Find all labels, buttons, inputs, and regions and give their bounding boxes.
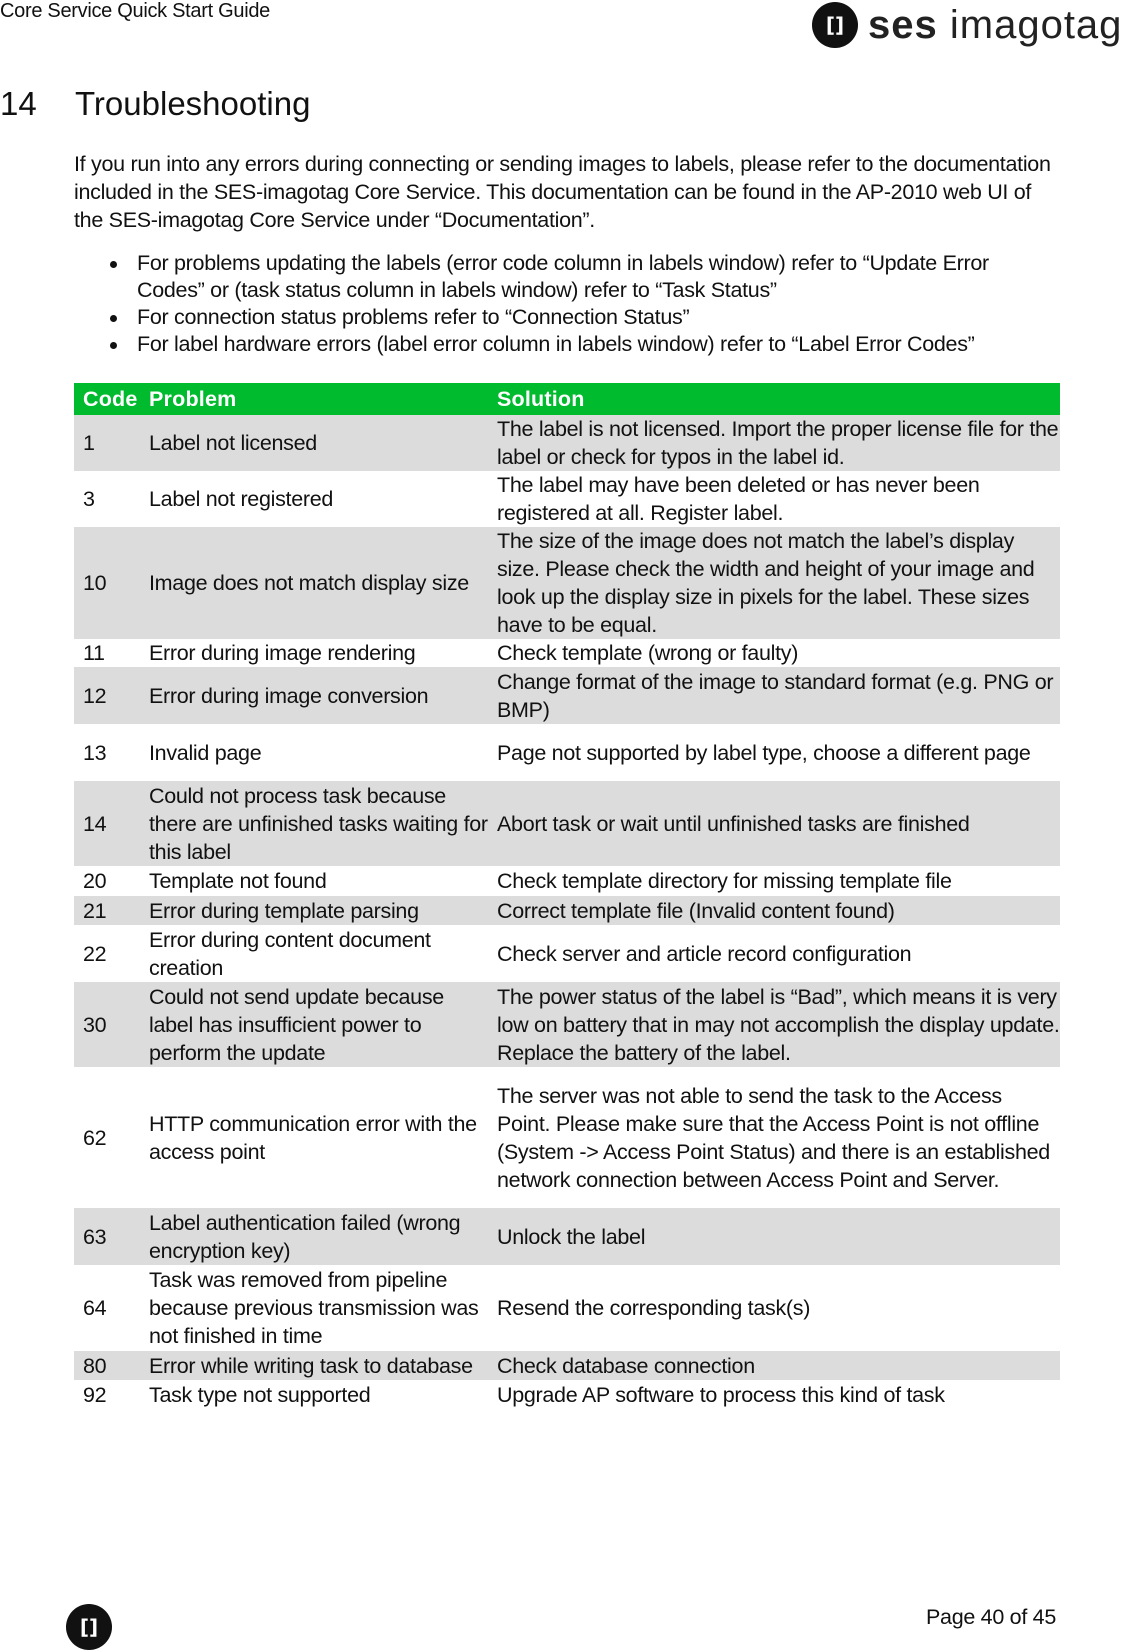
cell-code: 14	[74, 781, 140, 866]
cell-solution: Page not supported by label type, choose a different page	[497, 740, 1031, 765]
cell-problem: Error during image conversion	[140, 667, 493, 724]
cell-code: 63	[74, 1208, 140, 1265]
cell-code: 20	[83, 869, 107, 893]
cell-solution: Check server and article record configuration	[497, 941, 912, 966]
bullet-dot-icon	[110, 261, 117, 268]
cell-problem: Error while writing task to database	[140, 1351, 493, 1380]
bullet-list	[110, 250, 1060, 358]
cell-problem: Error during image rendering	[149, 641, 416, 665]
table-row	[74, 1265, 1060, 1351]
table-row	[74, 1380, 1060, 1409]
cell-code: 80	[74, 1351, 140, 1380]
column-header-code: Code	[74, 383, 140, 415]
cell-code: 22	[83, 941, 107, 966]
table-row	[74, 866, 1060, 896]
cell-solution: The size of the image does not match the label’s display size. Please check the width and height of your image and look up the display size in pixels for the label. These sizes have to be equal.	[493, 527, 1060, 639]
column-header-problem: Problem	[140, 383, 493, 415]
cell-problem: Template not found	[149, 869, 327, 893]
cell-problem: Label not licensed	[140, 415, 493, 471]
cell-code: 62	[83, 1125, 107, 1150]
column-header-solution: Solution	[493, 383, 1060, 415]
cell-solution: The power status of the label is “Bad”, which means it is very low on battery that in may not accomplish the display update. Replace the battery of the label.	[493, 982, 1060, 1067]
bullet-item: For problems updating the labels (error code column in labels window) refer to “Update Error Codes” or (task status column in labels window) refer to “Task Status”	[110, 250, 1060, 304]
cell-problem: Error during content document creation	[149, 927, 431, 980]
table-row	[74, 1351, 1060, 1380]
cell-problem: Label not registered	[149, 487, 334, 511]
cell-solution: Upgrade AP software to process this kind of task	[497, 1382, 945, 1407]
section-heading	[0, 84, 310, 124]
cell-problem: Error during template parsing	[140, 896, 493, 925]
cell-solution: Change format of the image to standard format (e.g. PNG or BMP)	[493, 667, 1060, 724]
cell-code: 10	[74, 527, 140, 639]
table-row	[74, 667, 1060, 724]
cell-problem: Invalid page	[149, 740, 262, 765]
cell-problem: Image does not match display size	[140, 527, 493, 639]
table-row	[74, 639, 1060, 667]
intro-paragraph: If you run into any errors during connecting or sending images to labels, please refer to the documentation included in the SES-imagotag Core Service. This documentation can be found in the AP-2010 web UI of the SES-imagotag Core Service under “Documentation”.	[74, 152, 1051, 232]
bullet-item: For label hardware errors (label error column in labels window) refer to “Label Error Codes”	[110, 331, 1060, 358]
page-number: Page 40 of 45	[926, 1605, 1056, 1629]
table-row	[74, 1208, 1060, 1265]
cell-code: 1	[74, 415, 140, 471]
table-row	[74, 415, 1060, 471]
cell-code: 92	[83, 1382, 107, 1407]
cell-solution: The label is not licensed. Import the proper license file for the label or check for typos in the label id.	[493, 415, 1060, 471]
cell-problem: Task was removed from pipeline because previous transmission was not finished in time	[149, 1268, 479, 1348]
bullet-dot-icon	[110, 315, 117, 322]
section-number: 14	[0, 85, 37, 122]
cell-solution: The label may have been deleted or has never been registered at all. Register label.	[497, 473, 980, 525]
brand-logo	[812, 2, 1122, 48]
table-row	[74, 724, 1060, 781]
cell-code: 30	[74, 982, 140, 1067]
cell-solution: The server was not able to send the task to the Access Point. Please make sure that the Access Point is not offline (System -> Access Point Status) and there is an established network connection between Access Point and Server.	[497, 1083, 1050, 1192]
table-row	[74, 527, 1060, 639]
cell-solution: Resend the corresponding task(s)	[497, 1296, 811, 1320]
table-row	[74, 471, 1060, 527]
page-header-title: Core Service Quick Start Guide	[0, 0, 270, 22]
cell-code: 11	[83, 641, 105, 665]
cell-code: 3	[83, 487, 95, 511]
footer-brand-mark-icon: []	[66, 1604, 112, 1650]
cell-code: 12	[74, 667, 140, 724]
table-row	[74, 781, 1060, 866]
error-code-table	[74, 383, 1060, 1409]
cell-solution: Check template (wrong or faulty)	[497, 641, 799, 665]
table-row	[74, 896, 1060, 925]
cell-problem: Task type not supported	[149, 1382, 371, 1407]
bullet-item: For connection status problems refer to “Connection Status”	[110, 304, 1060, 331]
cell-solution: Check database connection	[493, 1351, 1060, 1380]
cell-solution: Correct template file (Invalid content found)	[493, 896, 1060, 925]
cell-code: 64	[83, 1296, 107, 1320]
table-header-row	[74, 383, 1060, 415]
section-title: Troubleshooting	[75, 85, 311, 122]
cell-code: 21	[74, 896, 140, 925]
cell-solution: Abort task or wait until unfinished tasks are finished	[493, 781, 1060, 866]
brand-mark-icon: []	[812, 2, 858, 48]
table-row	[74, 925, 1060, 982]
bullet-dot-icon	[110, 342, 117, 349]
brand-wordmark: ses imagotag	[868, 3, 1122, 47]
cell-code: 13	[83, 740, 107, 765]
cell-problem: Could not send update because label has insufficient power to perform the update	[140, 982, 493, 1067]
cell-solution: Check template directory for missing template file	[497, 869, 952, 893]
cell-problem: Label authentication failed (wrong encryption key)	[140, 1208, 493, 1265]
cell-problem: HTTP communication error with the access point	[149, 1111, 477, 1164]
cell-problem: Could not process task because there are unfinished tasks waiting for this label	[140, 781, 493, 866]
table-row	[74, 982, 1060, 1067]
table-row	[74, 1067, 1060, 1208]
cell-solution: Unlock the label	[493, 1208, 1060, 1265]
